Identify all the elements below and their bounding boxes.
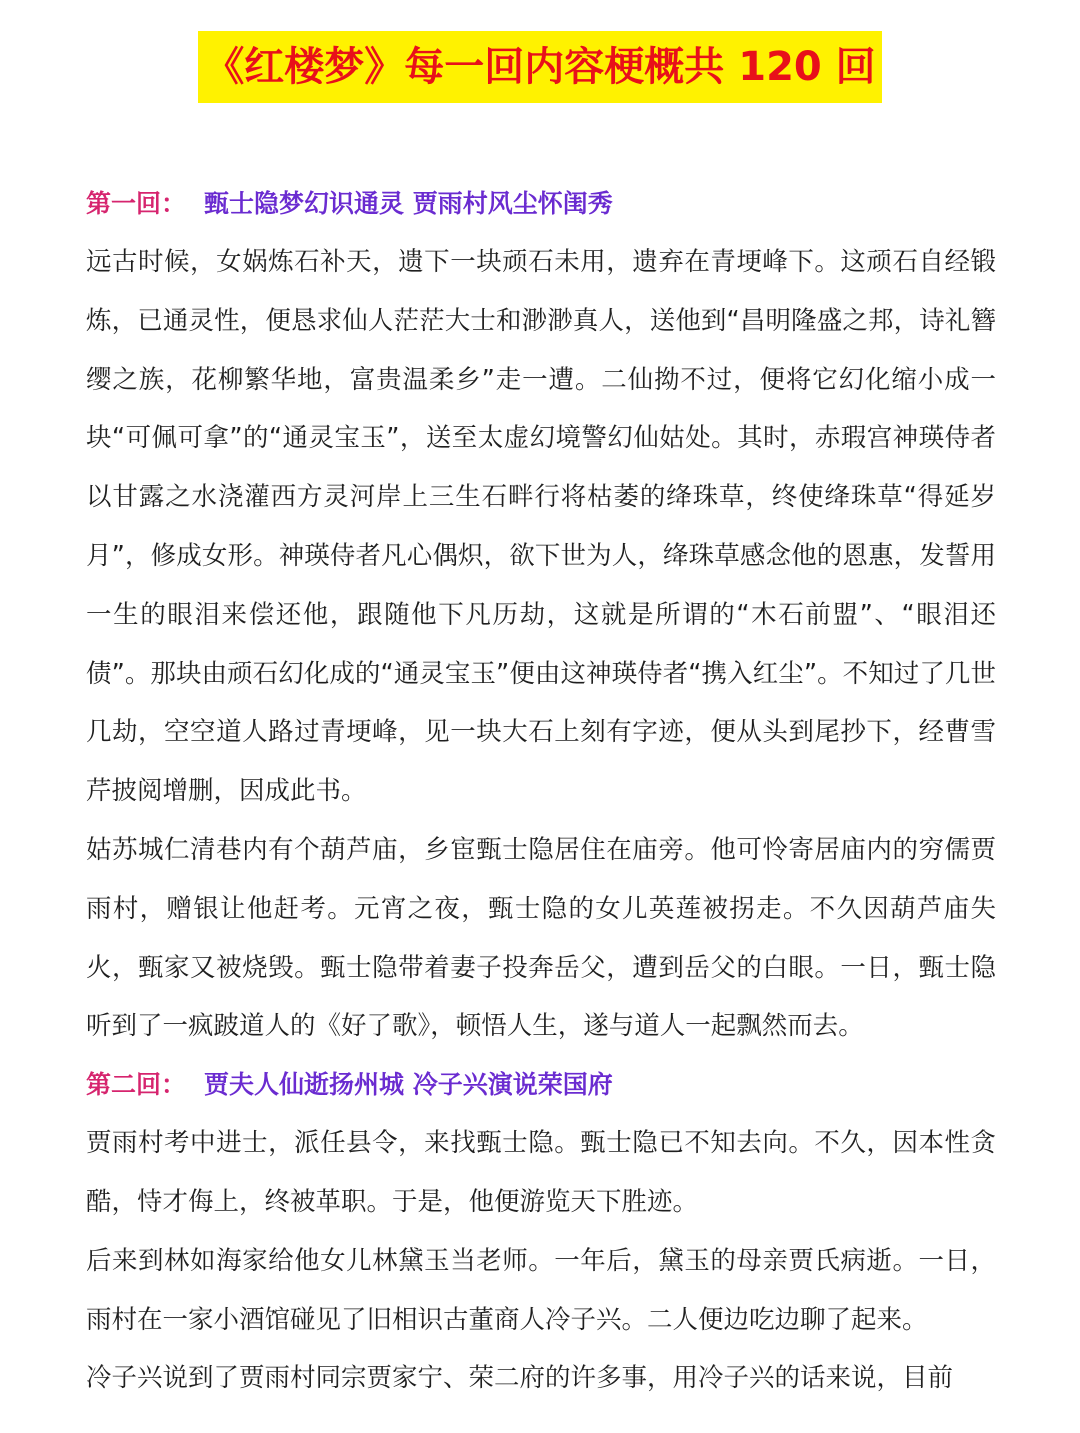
page-title: 《红楼梦》每一回内容梗概共 120 回 xyxy=(198,31,881,103)
paragraph: 冷子兴说到了贾雨村同宗贾家宁、荣二府的许多事，用冷子兴的话来说，目前 xyxy=(86,1363,954,1394)
chapter-number: 第二回： xyxy=(86,1070,187,1100)
paragraph: 远古时候，女娲炼石补天，遗下一块顽石未用，遗弃在青埂峰下。这顽石自经锻炼，已通灵性，便恳求仙人茫茫大士和渺渺真人，送他到“昌明隆盛之邦，诗礼簪缨之族，花柳繁华地，富贵温柔乡”走一遭。二仙拗不过，便将它幻化缩小成一块“可佩可拿”的“通灵宝玉”，送至太虚幻境警幻仙姑处。其时，赤瑕宫神瑛侍者以甘露之水浇灌西方灵河岸上三生石畔行将枯萎的绛珠草，终使绛珠草“得延岁月”，修成女形。神瑛侍者凡心偶炽，欲下世为人，绛珠草感念他的恩惠，发誓用一生的眼泪来偿还他，跟随他下凡历劫，这就是所谓的“木石前盟”、“眼泪还债”。那块由顽石幻化成的“通灵宝玉”便由这神瑛侍者“携入红尘”。不知过了几世几劫，空空道人路过青埂峰，见一块大石上刻有字迹，便从头到尾抄下，经曹雪芹披阅增删，因成此书。 xyxy=(86,247,996,807)
chapter-name: 甄士隐梦幻识通灵 贾雨村风尘怀闺秀 xyxy=(204,189,613,218)
chapter-number: 第一回： xyxy=(86,189,187,218)
chapter-name: 贾夫人仙逝扬州城 冷子兴演说荣国府 xyxy=(204,1070,613,1100)
paragraph: 贾雨村考中进士，派任县令，来找甄士隐。甄士隐已不知去向。不久，因本性贪酷，恃才侮上，终被革职。于是，他便游览天下胜迹。 xyxy=(86,1128,996,1217)
chapter-heading xyxy=(86,175,996,233)
paragraph: 后来到林如海家给他女儿林黛玉当老师。一年后，黛玉的母亲贾氏病逝。一日，雨村在一家小酒馆碰见了旧相识古董商人冷子兴。二人便边吃边聊了起来。 xyxy=(86,1245,996,1335)
paragraph: 姑苏城仁清巷内有个葫芦庙，乡宦甄士隐居住在庙旁。他可怜寄居庙内的穷儒贾雨村，赠银让他赶考。元宵之夜，甄士隐的女儿英莲被拐走。不久因葫芦庙失火，甄家又被烧毁。甄士隐带着妻子投奔岳父，遭到岳父的白眼。一日，甄士隐听到了一疯跛道人的《好了歌》，顿悟人生，遂与道人一起飘然而去。 xyxy=(86,834,996,1042)
chapter-2 xyxy=(86,1056,996,1408)
chapter-heading xyxy=(86,1056,996,1114)
title-wrapper xyxy=(0,31,1080,103)
document-body xyxy=(86,175,996,1408)
chapter-1 xyxy=(86,175,996,1056)
